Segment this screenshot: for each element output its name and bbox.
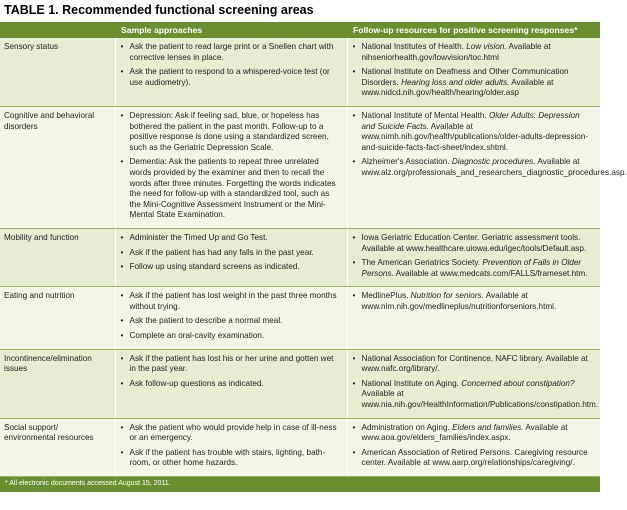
resource-text: Administration on Aging. bbox=[361, 422, 453, 432]
table-body bbox=[0, 38, 627, 477]
resource-title: Nutrition for seniors. bbox=[410, 291, 484, 301]
table-row bbox=[0, 38, 600, 106]
resource-title: Prevention of Falls in Older Persons. bbox=[361, 258, 582, 278]
resource-title: Low vision. bbox=[466, 42, 507, 51]
approach-item: • Ask the patient to respond to a whispered-voice test (or use audiometry). bbox=[121, 67, 342, 88]
resource-item bbox=[353, 157, 627, 178]
approach-item: • Ask follow-up questions as indicated. bbox=[121, 379, 342, 390]
approach-item: • Follow up using standard screens as indicated. bbox=[121, 262, 342, 273]
approach-item: • Administer the Timed Up and Go Test. bbox=[121, 233, 342, 244]
table-row bbox=[0, 287, 600, 349]
sample-approaches-cell bbox=[115, 349, 347, 418]
resource-text: American Association of Retired Persons. Caregiving resource center. Available at www.aarp.org/relationships/caregiving/. bbox=[361, 447, 588, 468]
header-resources: Follow-up resources for positive screening responses* bbox=[347, 22, 600, 38]
resource-title: Concerned about constipation? bbox=[461, 378, 575, 388]
screening-area: Social support/ environmental resources bbox=[0, 418, 115, 476]
resource-item bbox=[353, 111, 596, 153]
resource-text: National Association for Continence. NAFC library. Available at www.nafc.org/library/. bbox=[361, 353, 588, 374]
screening-table bbox=[0, 22, 627, 477]
approach-item: • Ask if the patient has lost his or her urine and gotten wet in the past year. bbox=[121, 354, 342, 375]
resource-url-text: Available at www.alz.org/professionals_and_researchers_diagnostic_procedures.asp. bbox=[361, 157, 627, 177]
resource-text: MedlinePlus. bbox=[361, 291, 411, 301]
resource-item bbox=[353, 448, 596, 469]
resource-title: Diagnostic procedures. bbox=[451, 157, 536, 167]
table-row bbox=[0, 418, 600, 476]
resources-cell bbox=[347, 287, 600, 349]
sample-approaches-cell bbox=[115, 228, 347, 286]
approaches-list bbox=[121, 291, 342, 341]
approach-item: • Ask if the patient has had any falls in the past year. bbox=[121, 248, 342, 259]
footnote: * All electronic documents accessed August 15, 2011. bbox=[0, 477, 600, 492]
resources-cell bbox=[347, 38, 600, 106]
header-approaches: Sample approaches bbox=[115, 22, 347, 38]
screening-area: Mobility and function bbox=[0, 228, 115, 286]
resource-url-text: Available at www.nia.nih.gov/HealthInformation/Publications/constipation.htm. bbox=[361, 389, 599, 410]
resources-cell bbox=[347, 349, 600, 418]
resource-text: Alzheimer's Association. bbox=[361, 157, 452, 167]
resources-list bbox=[353, 233, 596, 279]
resource-item bbox=[353, 423, 596, 444]
resource-url-text: Available at www.nidcd.nih.gov/health/hearing/older.asp bbox=[361, 77, 554, 98]
sample-approaches-cell bbox=[115, 287, 347, 349]
sample-approaches-cell bbox=[115, 38, 347, 106]
approach-item: • Dementia: Ask the patients to repeat three unrelated words provided by the examiner and then to recall the words after three minutes. Forgetting the words indicates the need for follow-up with a standardized tool, such as the Mini-Cognitive Assessment Instrument or the Mini-Mental State Examination. bbox=[121, 157, 342, 221]
sample-approaches-cell bbox=[115, 418, 347, 476]
sample-approaches-cell bbox=[115, 106, 347, 228]
approaches-list bbox=[121, 233, 342, 273]
resource-text: Iowa Geriatric Education Center. Geriatric assessment tools. Available at www.healthcare.uiowa.edu/igec/tools/Default.asp. bbox=[361, 232, 587, 253]
approach-item: • Ask the patient to read large print or a Snellen chart with corrective lenses in place. bbox=[121, 42, 342, 63]
resource-item bbox=[353, 258, 596, 279]
approach-item: • Complete an oral-cavity examination. bbox=[121, 331, 342, 342]
resources-cell bbox=[347, 418, 600, 476]
resources-list bbox=[353, 353, 599, 411]
resource-title: Older Adults: Depression and Suicide Facts. bbox=[361, 110, 580, 131]
resource-text: National Institute of Mental Health. bbox=[361, 110, 489, 120]
approach-item: • Ask if the patient has trouble with stairs, lighting, bath-room, or other home hazards. bbox=[121, 448, 342, 469]
resource-item bbox=[353, 233, 596, 254]
screening-area: Sensory status bbox=[0, 38, 115, 106]
approach-item: • Ask if the patient has lost weight in the past three months without trying. bbox=[121, 291, 342, 312]
table-title: TABLE 1. Recommended functional screening areas bbox=[4, 3, 314, 17]
resources-cell bbox=[347, 228, 600, 286]
resource-url-text: Available at www.nlm.nih.gov/medlineplus/nutritionforseniors.html. bbox=[361, 291, 557, 311]
resource-text: National Institute on Deafness and Other Communication Disorders. bbox=[361, 67, 569, 87]
table-header-row bbox=[0, 22, 600, 38]
resource-url-text: Available at www.medcats.com/FALLS/frameset.htm. bbox=[393, 268, 588, 278]
approaches-list bbox=[121, 111, 342, 221]
resource-item bbox=[353, 378, 599, 411]
resource-text: The American Geriatrics Society. bbox=[361, 258, 483, 268]
resources-cell bbox=[347, 106, 627, 228]
approaches-list bbox=[121, 423, 342, 469]
approach-item: • Depression: Ask if feeling sad, blue, or hopeless has bothered the patient in the past month. Follow-up to a positive response is done using a standardized screen, such as the Geriatric Depression Scale. bbox=[121, 111, 342, 153]
resources-list bbox=[353, 110, 627, 179]
header-area bbox=[0, 22, 115, 38]
table-row bbox=[0, 106, 600, 228]
resource-item bbox=[353, 67, 596, 99]
approach-item: • Ask the patient to describe a normal meal. bbox=[121, 316, 342, 327]
resource-title: Hearing loss and older adults. bbox=[401, 77, 510, 87]
approaches-list bbox=[121, 354, 342, 390]
resource-item bbox=[353, 42, 596, 63]
table-row bbox=[0, 349, 600, 418]
table-row bbox=[0, 228, 600, 286]
resources-list bbox=[353, 423, 596, 469]
resources-list bbox=[353, 291, 596, 312]
resource-url-text: Available at www.nimh.nih.gov/health/publications/older-adults-depression-and-suicide-facts-fact-sheet/index.shtml. bbox=[361, 121, 589, 152]
resource-text: National Institute on Aging. bbox=[361, 378, 462, 388]
approach-item: • Ask the patient who would provide help in case of ill-ness or an emergency. bbox=[121, 423, 342, 444]
approaches-list bbox=[121, 42, 342, 88]
resource-item bbox=[353, 291, 596, 312]
resources-list bbox=[353, 42, 596, 99]
resource-url-text: Available at www.aoa.gov/elders_families/index.aspx. bbox=[361, 422, 568, 443]
screening-area: Cognitive and behavioral disorders bbox=[0, 106, 115, 228]
screening-area: Incontinence/elimination issues bbox=[0, 349, 115, 418]
resource-item bbox=[353, 354, 596, 375]
resource-title: Elders and families. bbox=[452, 422, 524, 432]
resource-url-text: Available at nihseniorhealth.gov/lowvision/toc.html bbox=[361, 42, 551, 62]
screening-area: Eating and nutrition bbox=[0, 287, 115, 349]
resource-text: National Institutes of Health. bbox=[361, 42, 467, 51]
